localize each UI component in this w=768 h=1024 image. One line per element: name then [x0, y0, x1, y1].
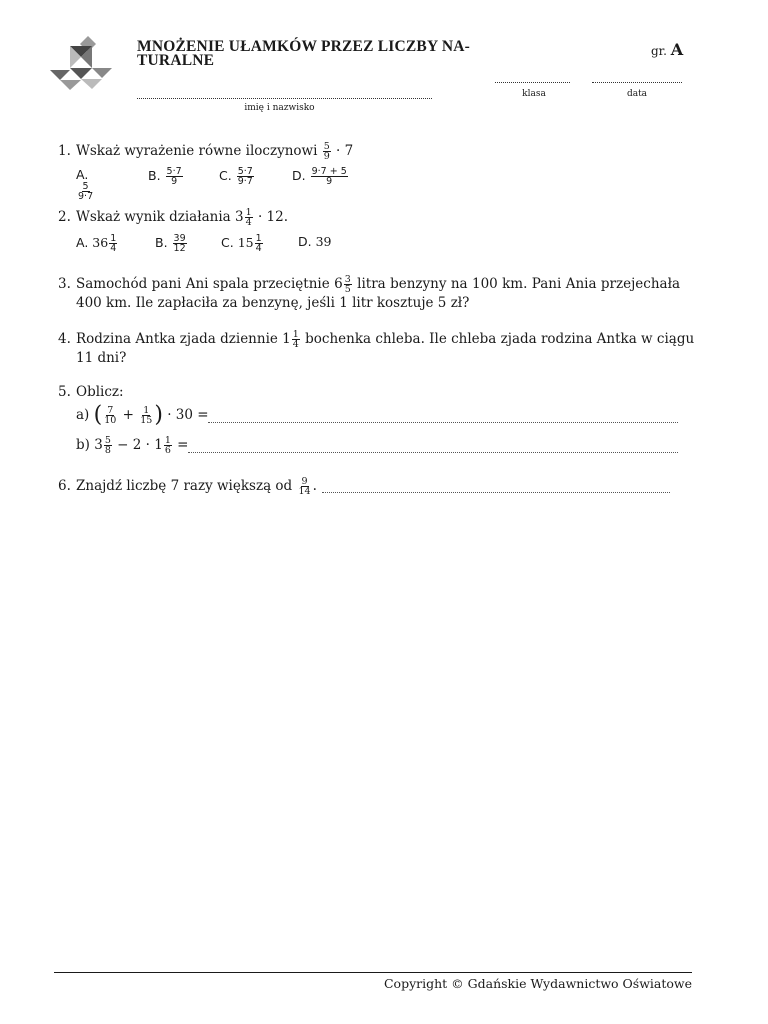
question-2-answers: [76, 234, 376, 260]
question-5: 5. Oblicz:: [58, 384, 124, 400]
answer-line-6[interactable]: [322, 492, 670, 493]
answer-c[interactable]: C. 15 $\frac{1}{4}$: [221, 233, 262, 254]
footer-divider: [54, 972, 692, 973]
answer-line-5b[interactable]: [188, 452, 678, 453]
answer-b[interactable]: B. $\frac{39}{12}$: [155, 233, 186, 254]
answer-d[interactable]: D. 39: [298, 234, 332, 249]
answer-c[interactable]: C. $\frac{5\cdot 7}{9\cdot 7}$: [219, 166, 253, 187]
publisher-logo-icon: [48, 34, 114, 92]
name-field-line[interactable]: [137, 98, 432, 99]
class-field-line[interactable]: [495, 82, 570, 83]
question-5b: b) 3 $\frac{5}{8}$ − 2 · 1 $\frac{1}{6}$ =: [76, 435, 189, 456]
question-5a: a) ( $\frac{7}{10}$ + $\frac{1}{15}$ ) · 30 =: [76, 402, 209, 428]
question-1: 1. Wskaż wyrażenie równe iloczynowi $\frac{5}{9}$ · 7: [58, 141, 354, 162]
worksheet-title: MNOŻENIE UŁAMKÓW PRZEZ LICZBY NA- TURALNE: [137, 38, 470, 69]
question-4: 4. Rodzina Antka zjada dziennie 1 $\frac{1}{4}$ bochenka chleba. Ile chleba zjada rodzina Antka w ciągu 11 dni?: [58, 329, 695, 366]
answer-a[interactable]: A. 36 $\frac{1}{4}$: [76, 233, 117, 254]
answer-line-5a[interactable]: [208, 422, 678, 423]
question-3: 3. Samochód pani Ani spala przeciętnie 6 $\frac{3}{5}$ litra benzyny na 100 km. Pani Ania przejechała 400 km. Ile zapłaciła za benzynę, jeśli 1 litr kosztuje 5 zł?: [58, 274, 680, 311]
date-field-line[interactable]: [592, 82, 682, 83]
question-6: 6. Znajdź liczbę 7 razy większą od $\frac{9}{14}$ .: [58, 476, 317, 497]
date-field-label: data: [626, 89, 648, 99]
class-field-label: klasa: [522, 89, 546, 99]
answer-a[interactable]: A. $\frac{5}{9\cdot 7}$: [76, 167, 94, 202]
copyright-notice: Copyright © Gdańskie Wydawnictwo Oświatowe: [383, 976, 692, 991]
answer-b[interactable]: B. $\frac{5\cdot 7}{9}$: [148, 166, 182, 187]
answer-d[interactable]: D. $\frac{9\cdot 7 + 5}{9}$: [292, 166, 347, 187]
name-field-label: imię i nazwisko: [244, 103, 315, 113]
group-indicator: gr. A: [651, 40, 684, 59]
question-2: 2. Wskaż wynik działania 3 $\frac{1}{4}$ · 12.: [58, 207, 289, 228]
